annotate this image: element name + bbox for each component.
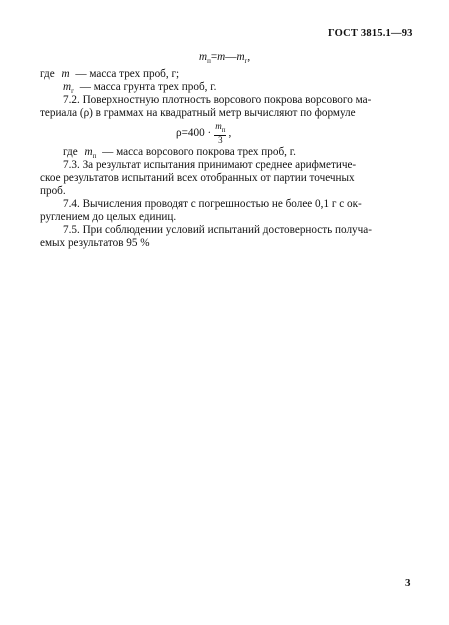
definition-prefix: где	[63, 146, 78, 158]
formula-comma: ,	[247, 51, 251, 63]
definition-m	[40, 68, 179, 81]
paragraph-7-2-line1: 7.2. Поверхностную плотность ворсового покрова ворсового ма-	[63, 94, 372, 106]
paragraph-7-3-line1: 7.3. За результат испытания принимают среднее арифметиче-	[63, 159, 357, 171]
paragraph-7-2-line2: териала (ρ) в граммах на квадратный метр вычисляют по формуле	[40, 107, 356, 119]
definition-prefix: где	[40, 68, 55, 80]
numerator-var: m	[215, 121, 222, 131]
definition-sub: г	[71, 87, 74, 96]
formula-mg-sub: г	[244, 57, 248, 66]
fraction-denominator: 3	[218, 134, 223, 145]
definition-var: m	[84, 146, 93, 158]
paragraph-7-3-line3: проб.	[40, 185, 66, 197]
document-header: ГОСТ 3815.1—93	[328, 28, 413, 39]
definition-text: — масса ворсового покрова трех проб, г.	[102, 146, 296, 158]
paragraph-7-4-line2: руглением до целых единиц.	[40, 211, 177, 223]
formula-mg: m	[236, 51, 245, 63]
formula-surface-density	[176, 122, 231, 145]
formula-lhs: ρ=400 ·	[176, 127, 212, 140]
formula-minus: —	[225, 51, 237, 63]
fraction-numerator	[214, 122, 226, 136]
definition-sub: п	[92, 152, 97, 161]
page-number: 3	[405, 577, 411, 589]
definition-text: — масса трех проб, г;	[75, 68, 180, 80]
formula-fraction	[214, 122, 226, 145]
definition-var: m	[61, 68, 70, 80]
formula-lhs-sub: п	[207, 57, 211, 66]
paragraph-7-4-line1: 7.4. Вычисления проводят с погрешностью не более 0,1 г с ок-	[63, 198, 362, 210]
paragraph-7-3-line2: ское результатов испытаний всех отобранных от партии точечных	[40, 172, 355, 184]
numerator-sub: п	[221, 125, 226, 134]
paragraph-7-5-line2: емых результатов 95 %	[40, 237, 150, 249]
formula-mass-pile	[199, 51, 250, 65]
formula-comma: ,	[228, 127, 232, 140]
paragraph-7-5-line1: 7.5. При соблюдении условий испытаний достоверность получа-	[63, 224, 372, 236]
formula-lhs: m	[199, 51, 208, 63]
formula-m: m	[217, 51, 226, 63]
definition-var: m	[63, 81, 72, 93]
formula-eq: =	[210, 51, 218, 63]
definition-text: — масса грунта трех проб, г.	[79, 81, 217, 93]
